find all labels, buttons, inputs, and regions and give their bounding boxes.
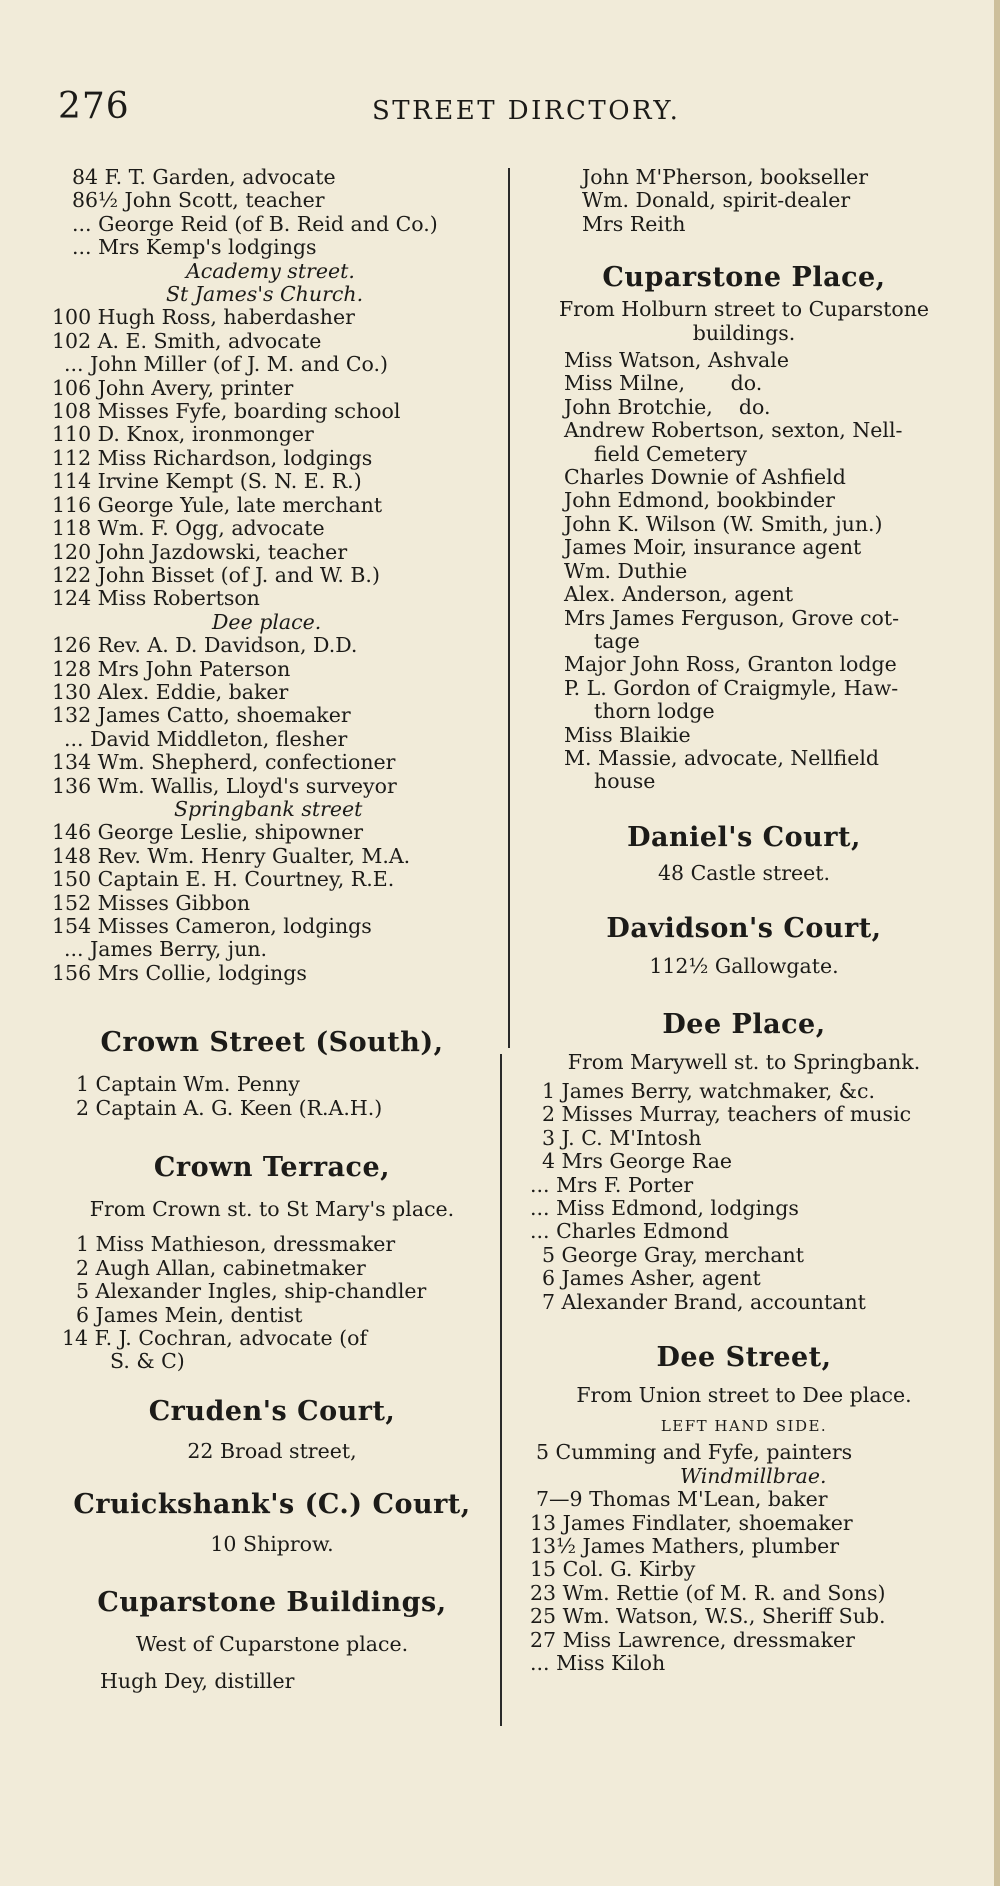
entry: 118 Wm. F. Ogg, advocate (52, 516, 325, 541)
entry: 27 Miss Lawrence, dressmaker (530, 1627, 855, 1652)
entry: 110 D. Knox, ironmonger (52, 422, 314, 447)
entry: 116 George Yule, late merchant (52, 492, 383, 517)
entry: 5 Cumming and Fyfe, painters (536, 1440, 853, 1465)
entry: 2 Augh Allan, cabinetmaker (76, 1255, 366, 1280)
entry: ... Miss Kiloh (530, 1651, 666, 1676)
street-location: 10 Shiprow. (210, 1532, 334, 1557)
street-heading-cuparstone-buildings: Cuparstone Buildings, (97, 1586, 447, 1618)
entry: 1 Captain Wm. Penny (76, 1072, 300, 1097)
running-title: STREET DIRCTORY. (372, 96, 681, 126)
entry-continuation: house (594, 769, 656, 794)
column-divider-lower (500, 1054, 502, 1726)
street-heading-cruickshanks-court: Cruickshank's (C.) Court, (73, 1489, 471, 1521)
entry: Charles Downie of Ashfield (564, 465, 846, 490)
entry: 5 George Gray, merchant (542, 1242, 804, 1267)
entry: 3 J. C. M'Intosh (542, 1125, 702, 1150)
entry: 5 Alexander Ingles, ship-chandler (76, 1279, 427, 1304)
entry: Wm. Donald, spirit-dealer (582, 188, 851, 213)
entry: 102 A. E. Smith, advocate (52, 328, 322, 353)
entry: ... George Reid (of B. Reid and Co.) (72, 211, 438, 236)
street-heading-cuparstone-place: Cuparstone Place, (602, 262, 886, 294)
entry: Miss Milne, do. (564, 371, 763, 396)
entry: 112 Miss Richardson, lodgings (52, 445, 373, 470)
entry: ... Charles Edmond (530, 1219, 729, 1244)
entry: 134 Wm. Shepherd, confectioner (52, 750, 396, 775)
entry: 152 Misses Gibbon (52, 890, 251, 915)
entry: M. Massie, advocate, Nellfield (564, 745, 880, 770)
street-range: From Holburn street to Cuparstone (558, 297, 930, 322)
left-column (52, 166, 492, 1694)
entry: P. L. Gordon of Craigmyle, Haw- (564, 675, 899, 700)
entry: John Brotchie, do. (564, 394, 771, 419)
page-number: 276 (58, 86, 130, 127)
entry: 126 Rev. A. D. Davidson, D.D. (52, 633, 358, 658)
street-range: From Crown st. to St Mary's place. (89, 1197, 455, 1222)
entry: 4 Mrs George Rae (542, 1149, 733, 1174)
entry: 132 James Catto, shoemaker (52, 703, 351, 728)
entry: ... David Middleton, flesher (64, 726, 348, 751)
side-label: LEFT HAND SIDE. (660, 1417, 828, 1436)
street-heading-dee-place: Dee Place, (662, 1008, 826, 1040)
entry: Major John Ross, Granton lodge (564, 652, 897, 677)
entry: 128 Mrs John Paterson (52, 656, 291, 681)
entry: 114 Irvine Kempt (S. N. E. R.) (52, 469, 362, 494)
entry: 14 F. J. Cochran, advocate (of (62, 1326, 368, 1351)
entry: 6 James Mein, dentist (76, 1302, 303, 1327)
entry: Wm. Duthie (564, 558, 688, 583)
entry: 146 George Leslie, shipowner (52, 820, 364, 845)
entry-continuation: tage (594, 628, 640, 653)
cross-street-label: Academy street. (186, 258, 355, 283)
entry: 122 John Bisset (of J. and W. B.) (52, 562, 380, 587)
entry: Mrs Reith (582, 211, 686, 236)
street-heading-dee-street: Dee Street, (656, 1342, 832, 1374)
entry-continuation: S. & C) (110, 1349, 185, 1374)
street-heading-crown-terrace: Crown Terrace, (153, 1152, 391, 1184)
entry: 136 Wm. Wallis, Lloyd's surveyor (52, 773, 397, 798)
street-heading-crudens-court: Cruden's Court, (148, 1395, 396, 1427)
entry: 23 Wm. Rettie (of M. R. and Sons) (530, 1580, 886, 1605)
entry: 156 Mrs Collie, lodgings (52, 960, 307, 985)
entry: James Moir, insurance agent (564, 535, 862, 560)
street-location: 22 Broad street, (187, 1438, 357, 1463)
entry: 15 Col. G. Kirby (530, 1557, 696, 1582)
entry: 1 Miss Mathieson, dressmaker (76, 1232, 396, 1257)
entry: 84 F. T. Garden, advocate (72, 165, 336, 189)
entry: 108 Misses Fyfe, boarding school (52, 399, 401, 424)
entry: ... James Berry, jun. (64, 937, 268, 962)
entry: 1 James Berry, watchmaker, &c. (542, 1078, 876, 1103)
entry: Hugh Dey, distiller (100, 1669, 295, 1694)
street-range-continuation: buildings. (692, 320, 796, 345)
entry: Alex. Anderson, agent (564, 582, 794, 607)
entry: John Edmond, bookbinder (564, 488, 835, 513)
entry-continuation: field Cemetery (594, 441, 748, 466)
entry: 2 Captain A. G. Keen (R.A.H.) (76, 1095, 383, 1120)
street-range: From Union street to Dee place. (576, 1383, 912, 1408)
entry: 148 Rev. Wm. Henry Gualter, M.A. (52, 843, 411, 868)
entry: ... Mrs F. Porter (530, 1172, 694, 1197)
page-spine-edge (994, 0, 1000, 1886)
entry: Mrs James Ferguson, Grove cot- (564, 605, 900, 630)
entry: 7 Alexander Brand, accountant (542, 1289, 866, 1314)
entry: 154 Misses Cameron, lodgings (52, 914, 372, 938)
entry: 25 Wm. Watson, W.S., Sheriff Sub. (530, 1604, 886, 1629)
street-heading-davidsons-court: Davidson's Court, (606, 913, 882, 945)
entry: John K. Wilson (W. Smith, jun.) (564, 511, 883, 536)
street-range: From Marywell st. to Springbank. (567, 1049, 921, 1074)
landmark-label: St James's Church. (166, 282, 364, 307)
entry: Andrew Robertson, sexton, Nell- (564, 418, 903, 443)
entry: Miss Blaikie (564, 722, 691, 747)
street-location: 48 Castle street. (657, 860, 831, 885)
entry: 2 Misses Murray, teachers of music (542, 1102, 912, 1127)
entry: Miss Watson, Ashvale (564, 348, 789, 373)
street-heading-daniels-court: Daniel's Court, (627, 821, 861, 853)
cross-street-label: Springbank street (174, 796, 363, 821)
entry: 13 James Findlater, shoemaker (530, 1510, 853, 1535)
entry: John M'Pherson, bookseller (582, 165, 869, 189)
entry-continuation: thorn lodge (594, 699, 715, 724)
entry: 13½ James Mathers, plumber (530, 1534, 840, 1559)
entry: ... John Miller (of J. M. and Co.) (64, 352, 389, 377)
entry: 130 Alex. Eddie, baker (52, 679, 289, 704)
right-column (530, 166, 958, 1676)
entry: 150 Captain E. H. Courtney, R.E. (52, 867, 395, 892)
cross-street-label: Windmillbrae. (680, 1463, 827, 1488)
entry: 124 Miss Robertson (52, 586, 260, 611)
cross-street-label: Dee place. (212, 609, 322, 634)
street-location: 112½ Gallowgate. (649, 954, 839, 979)
entries-upper-left (52, 166, 492, 985)
entry: 120 John Jazdowski, teacher (52, 539, 348, 564)
entry: 6 James Asher, agent (542, 1266, 761, 1291)
entry: ... Miss Edmond, lodgings (530, 1196, 799, 1220)
entry: 106 John Avery, printer (52, 375, 294, 400)
column-divider-upper (508, 168, 510, 1048)
street-heading-crown-south: Crown Street (South), (100, 1027, 444, 1059)
entry: 100 Hugh Ross, haberdasher (52, 305, 355, 330)
entry: 7—9 Thomas M'Lean, baker (536, 1487, 828, 1512)
entry: 86½ John Scott, teacher (72, 188, 325, 213)
entry: ... Mrs Kemp's lodgings (72, 235, 317, 260)
street-range: West of Cuparstone place. (135, 1631, 409, 1656)
